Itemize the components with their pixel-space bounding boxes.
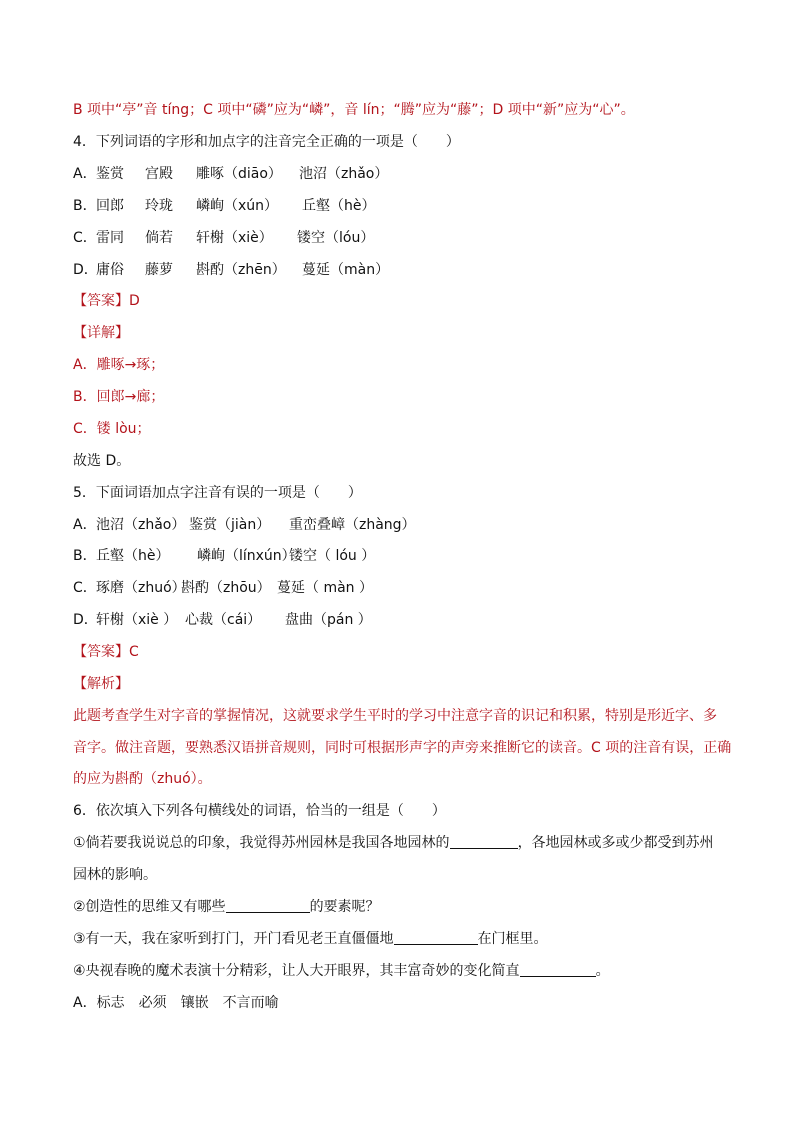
sentence-text: 。 xyxy=(595,963,610,979)
option-word: 鉴赏 xyxy=(96,166,124,182)
sentence-text: 的要素呢？ xyxy=(309,899,380,915)
fill-blank xyxy=(394,930,478,945)
question-6-stem: 6．依次填入下列各句横线处的词语，恰当的一组是（ ） xyxy=(73,803,446,819)
option-word: 鉴赏（jiàn） xyxy=(189,517,271,533)
option-label: A． xyxy=(73,166,97,182)
question-4-stem: 4．下列词语的字形和加点字的注音完全正确的一项是（ ） xyxy=(73,134,460,150)
option-word: 蔓延（ màn ） xyxy=(277,580,373,596)
question-5-analysis-line: 此题考查学生对字音的掌握情况，这就要求学生平时的学习中注意字音的识记和积累，特别是形近字、多 xyxy=(73,708,717,724)
sentence-text: ②创造性的思维又有哪些 xyxy=(73,899,226,915)
option-label: A． xyxy=(73,517,97,533)
option-word: 蔓延（màn） xyxy=(302,262,390,278)
option-word: 轩榭（xiè ） xyxy=(96,612,178,628)
question-4-detail-title: 【详解】 xyxy=(73,325,129,341)
option-word: 重峦叠嶂（zhàng） xyxy=(289,517,416,533)
sentence-text: ④央视春晚的魔术表演十分精彩，让人大开眼界，其丰富奇妙的变化简直 xyxy=(73,963,520,979)
option-label: B． xyxy=(73,548,97,564)
option-word: 轩榭（xiè） xyxy=(196,230,273,246)
question-5-analysis-title: 【解析】 xyxy=(73,676,129,692)
question-5-stem: 5．下面词语加点字注音有误的一项是（ ） xyxy=(73,485,362,501)
option-label: C． xyxy=(73,580,97,596)
option-word: 池沼（zhǎo） xyxy=(96,517,186,533)
question-4-detail-line: C．镂 lòu； xyxy=(73,421,151,437)
fill-blank xyxy=(226,898,310,913)
option-label: D． xyxy=(73,612,98,628)
option-word: 回郎 xyxy=(96,198,124,214)
option-label: D． xyxy=(73,262,98,278)
question-6-sentence-3 xyxy=(73,930,548,948)
sentence-text: 在门框里。 xyxy=(477,931,548,947)
option-word: 镂空（lóu） xyxy=(297,230,375,246)
option-word: 丘壑（hè） xyxy=(96,548,170,564)
option-word: 雕啄（diāo） xyxy=(196,166,282,182)
question-5-analysis-line: 的应为斟酌（zhuó）。 xyxy=(73,771,212,787)
option-label: B． xyxy=(73,198,97,214)
question-6-sentence-2 xyxy=(73,898,380,916)
question-4-detail-line: B．回郎→廊； xyxy=(73,389,165,405)
answer-note-line: B 项中“亭”音 tíng；C 项中“磷”应为“嶙”，音 lín；“腾”应为“藤”；D 项中“新”应为“心”。 xyxy=(73,102,635,118)
option-word: 庸俗 xyxy=(96,262,124,278)
sentence-text: ，各地园林或多或少都受到苏州 xyxy=(517,835,714,851)
question-6-sentence-1-cont: 园林的影响。 xyxy=(73,867,157,883)
option-word: 心裁（cái） xyxy=(185,612,262,628)
question-4-conclusion: 故选 D。 xyxy=(73,453,131,469)
question-5-analysis-line: 音字。做注音题，要熟悉汉语拼音规则，同时可根据形声字的声旁来推断它的读音。C 项的注音有误，正确 xyxy=(73,740,732,756)
option-word: 池沼（zhǎo） xyxy=(299,166,389,182)
option-word: 倘若 xyxy=(145,230,173,246)
option-word: 斟酌（zhōu） xyxy=(181,580,271,596)
option-word: 斟酌（zhēn） xyxy=(196,262,286,278)
question-4-detail-line: A．雕啄→琢； xyxy=(73,357,165,373)
question-6-option-a: A．标志 必须 镶嵌 不言而喻 xyxy=(73,995,279,1011)
question-6-sentence-1 xyxy=(73,834,714,852)
option-word: 嶙峋（xún） xyxy=(196,198,279,214)
option-word: 盘曲（pán ） xyxy=(285,612,372,628)
option-word: 玲珑 xyxy=(145,198,173,214)
question-4-answer: 【答案】D xyxy=(73,293,140,309)
sentence-text: ①倘若要我说说总的印象，我觉得苏州园林是我国各地园林的 xyxy=(73,835,450,851)
sentence-text: ③有一天，我在家听到打门，开门看见老王直僵僵地 xyxy=(73,931,394,947)
option-word: 藤萝 xyxy=(145,262,173,278)
option-label: C． xyxy=(73,230,97,246)
option-word: 琢磨（zhuó） xyxy=(96,580,186,596)
fill-blank xyxy=(450,834,518,849)
option-word: 丘壑（hè） xyxy=(302,198,376,214)
option-word: 雷同 xyxy=(96,230,124,246)
option-word: 镂空（ lóu ） xyxy=(289,548,376,564)
option-word: 宫殿 xyxy=(145,166,173,182)
fill-blank xyxy=(520,962,596,977)
question-5-answer: 【答案】C xyxy=(73,644,139,660)
question-6-sentence-4 xyxy=(73,962,610,980)
option-word: 嶙峋（línxún） xyxy=(197,548,296,564)
